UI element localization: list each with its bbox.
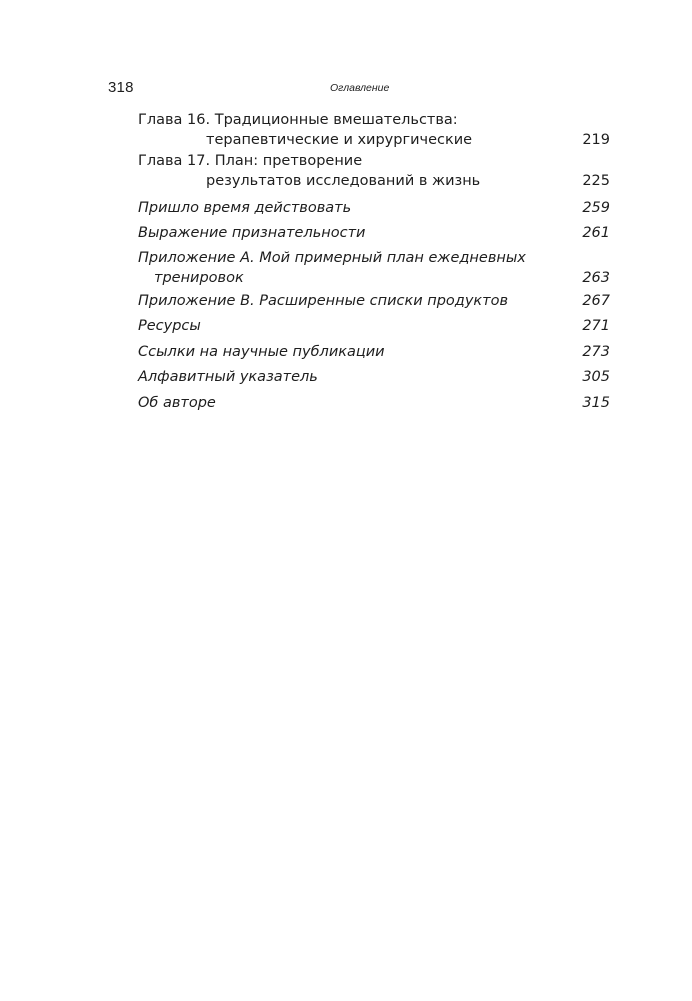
toc-entry-title-line: Ресурсы xyxy=(138,318,201,334)
toc-entry-title-line: результатов исследований в жизнь xyxy=(206,173,481,189)
toc-entry-title xyxy=(138,151,610,191)
toc-entry-chapter-17 xyxy=(138,151,610,191)
running-head: Оглавление xyxy=(330,82,390,94)
toc-entry-page: 225 xyxy=(582,173,610,189)
toc-entry-page: 315 xyxy=(582,395,610,411)
toc-entry-title-line: Ссылки на научные публикации xyxy=(138,344,385,360)
toc-entry-about-author xyxy=(138,393,610,413)
toc-entry-resources xyxy=(138,316,610,336)
toc-entry-page: 305 xyxy=(582,369,610,385)
toc-entry-title-line: терапевтические и хирургические xyxy=(206,132,473,148)
toc-entry-title xyxy=(138,198,610,218)
toc-entry-page: 219 xyxy=(582,132,610,148)
toc-entry-page: 259 xyxy=(582,200,610,216)
toc-entry-title-line: Алфавитный указатель xyxy=(138,369,318,385)
toc-entry-title-line: Об авторе xyxy=(138,395,216,411)
toc-entry-call-to-action xyxy=(138,198,610,218)
toc-entry-acknowledgments xyxy=(138,223,610,243)
toc-entry-title xyxy=(138,367,610,387)
toc-entry-page: 263 xyxy=(582,270,610,286)
toc-entry-title xyxy=(138,223,610,243)
toc-entry-title-line: Выражение признательности xyxy=(138,225,366,241)
toc-entry-appendix-b xyxy=(138,291,610,311)
toc-entry-title-line: Приложение В. Расширенные списки продуктов xyxy=(138,293,509,309)
toc-entry-references xyxy=(138,342,610,362)
toc-entry-title-line: тренировок xyxy=(154,270,244,286)
toc-entry-title xyxy=(138,248,610,288)
toc-entry-title-line: Пришло время действовать xyxy=(138,200,352,216)
toc-entry-appendix-a xyxy=(138,248,610,288)
toc-entry-title xyxy=(138,291,610,311)
toc-entry-index xyxy=(138,367,610,387)
toc-entry-title-line: Глава 16. Традиционные вмешательства: xyxy=(138,112,458,128)
toc-entry-title xyxy=(138,393,610,413)
page-number: 318 xyxy=(108,79,134,96)
toc-entry-page: 267 xyxy=(582,293,610,309)
toc-entry-title xyxy=(138,342,610,362)
toc-entry-chapter-16 xyxy=(138,110,610,150)
toc-entry-page: 273 xyxy=(582,344,610,360)
toc-entry-title xyxy=(138,110,610,150)
toc-entry-title xyxy=(138,316,610,336)
toc-entry-page: 271 xyxy=(582,318,610,334)
toc-entry-title-line: Приложение А. Мой примерный план ежедневных xyxy=(138,250,526,266)
toc-entry-title-line: Глава 17. План: претворение xyxy=(138,153,363,169)
toc-entry-page: 261 xyxy=(582,225,610,241)
